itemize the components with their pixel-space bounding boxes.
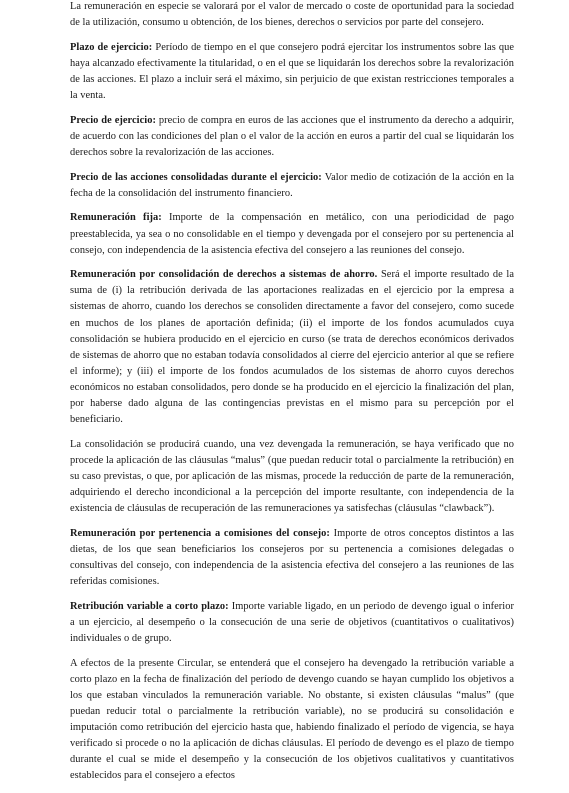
document-page (70, 0, 514, 793)
term-label: Remuneración por pertenencia a comisiones del consejo: (70, 527, 330, 539)
term-label: Remuneración por consolidación de derechos a sistemas de ahorro. (70, 269, 378, 281)
term-label: Retribución variable a corto plazo: (70, 600, 229, 612)
paragraph-text: Importe de la compensación en metálico, con una periodicidad de pago preestablecida, ya sea o no consolidable en el tiempo y devengada por el consejero por su pertenencia al consejo, con independencia de la asistencia efectiva del consejero a las reuniones del consejo. (70, 212, 514, 256)
term-label: Precio de ejercicio: (70, 114, 156, 126)
paragraph-precio-acciones (70, 170, 514, 202)
paragraph-text: Importe variable ligado, en un periodo de devengo igual o inferior a un ejercicio, al desempeño o la consecución de una serie de objetivos (cuantitativos o cualitativos) individuales o de grupo. (70, 600, 514, 645)
term-label: Plazo de ejercicio: (70, 41, 153, 53)
paragraph-plazo-ejercicio (70, 40, 514, 104)
paragraph-text: precio de compra en euros de las acciones que el instrumento da derecho a adquirir, de acuerdo con las condiciones del plan o el valor de la acción en euros a partir del cual se liquidarán los derechos sobre la revalorización de las acciones. (70, 114, 514, 158)
paragraph-precio-ejercicio (70, 113, 514, 161)
paragraph-text: La remuneración en especie se valorará por el valor de mercado o coste de oportunidad para la sociedad de la utilización, consumo u obtención, de los bienes, derechos o servicios por parte del consejero. (70, 1, 514, 29)
paragraph-text: A efectos de la presente Circular, se entenderá que el consejero ha devengado la retribución variable a corto plazo en la fecha de finalización del período de devengo cuando se hayan cumplido los objetivos a los que estaban vinculados la remuneración variable. No obstante, si existen cláusulas “malus” (que puedan reducir total o parcialmente la retribución variable), no se producirá su consolidación e imputación como retribución del ejercicio hasta que, habiendo finalizado el período de vigencia, se haya verificado si procede o no la aplicación de dichas cláusulas. El período de devengo es el plazo de tiempo durante el cual se mide el desempeño y la consecución de los objetivos cualitativos y cuantitativos establecidos para el consejero a efectos (70, 657, 514, 782)
paragraph-remuneracion-fija (70, 210, 514, 258)
paragraph-sistemas-ahorro (70, 267, 514, 428)
paragraph-text: Será el importe resultado de la suma de (i) la retribución derivada de las aportaciones realizadas en el ejercicio por la empresa a sistemas de ahorro, cuando los derechos se consoliden directamente a favor del consejero, como sucede en muchos de los planes de aportación definida; (ii) el importe de los fondos acumulados cuya consolidación se hubiera producido en el ejercicio en curso (se trata de derechos económicos derivados de sistemas de ahorro que no estaban todavía consolidados al cierre del ejercicio anterior al que se refiere el informe); y (iii) el importe de los fondos acumulados de los sistemas de ahorro cuyos derechos económicos no estaban consolidados, pero donde se ha producido en el ejercicio la finalización del plan, por haberse dado alguna de las contingencias previstas en el mismo para su percepción por el beneficiario. (70, 269, 515, 426)
paragraph-comisiones (70, 526, 514, 590)
term-label: Precio de las acciones consolidadas durante el ejercicio: (70, 171, 322, 183)
paragraph-remuneracion-especie (70, 0, 514, 31)
paragraph-variable-corto-plazo (70, 599, 514, 647)
paragraph-efectos-circular (70, 656, 514, 785)
paragraph-text: Importe de otros conceptos distintos a las dietas, de los que sean beneficiarios los consejeros por su pertenencia a comisiones delegadas o consultivas del consejo, con independencia de la asistencia efectiva del consejero a las reuniones de las referidas comisiones. (70, 527, 514, 588)
paragraph-consolidacion (70, 437, 514, 517)
paragraph-text: Período de tiempo en el que consejero podrá ejercitar los instrumentos sobre las que haya alcanzado efectivamente la titularidad, o en el que se liquidarán los derechos sobre la revalorización de las acciones. El plazo a incluir será el máximo, sin perjuicio de que existan restricciones temporales a la venta. (70, 41, 514, 102)
paragraph-text: Valor medio de cotización de la acción en la fecha de la consolidación del instrumento financiero. (70, 171, 514, 199)
term-label: Remuneración fija: (70, 212, 162, 224)
paragraph-text: La consolidación se producirá cuando, una vez devengada la remuneración, se haya verificado que no procede la aplicación de las cláusulas “malus” (que puedan reducir total o parcialmente la retribución) en su caso previstas, o que, por aplicación de las mismas, procede la reducción de parte de la remuneración, adquiriendo el derecho incondicional a la percepción del importe resultante, con independencia de la existencia de cláusulas de recuperación de las remuneraciones ya satisfechas (cláusulas “clawback”). (70, 438, 514, 515)
